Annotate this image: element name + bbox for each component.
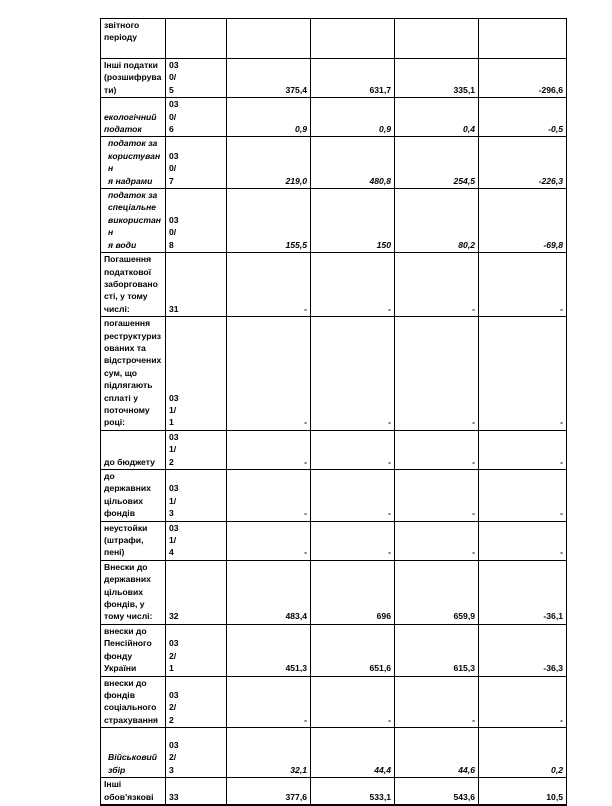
value-cell-1: - [227,521,311,560]
value-cell-1: 32,1 [227,728,311,778]
row-label-line: використанн [108,214,161,238]
table-row [101,521,567,560]
value-cell-4: -226,3 [479,137,567,189]
row-code-line: 03 [169,99,179,110]
row-code [166,317,227,431]
row-code [166,137,227,189]
row-code [166,728,227,778]
value-cell-4 [479,19,567,59]
row-label-line: державних [104,483,151,494]
table-row [101,59,567,98]
row-code [166,676,227,728]
value-cell-4: -36,3 [479,624,567,676]
row-label-line: фондів [104,689,135,700]
financial-table [100,18,567,806]
value-cell-3: 615,3 [395,624,479,676]
row-code [166,189,227,253]
row-label-line: Внески до [104,561,148,572]
row-label-line: тому числі: [104,611,153,622]
row-code [166,59,227,98]
row-code-line: 03 [169,739,179,750]
value-cell-4: 10,5 [479,778,567,805]
row-label-line: реструктуриз [104,330,162,341]
row-label-line: фондів, у [104,599,145,610]
row-label-line: пені) [104,547,125,558]
value-cell-2: - [311,676,395,728]
row-label-line: фондів [104,508,135,519]
value-cell-4: -36,1 [479,560,567,624]
row-code-line: 1/ [169,444,177,455]
row-code-line: 03 [169,431,179,442]
row-code-line: 2/ [169,650,177,661]
value-cell-3: 80,2 [395,189,479,253]
row-code [166,521,227,560]
row-code-line: 33 [169,791,179,802]
value-cell-4: -296,6 [479,59,567,98]
row-label [101,317,166,431]
table-row [101,189,567,253]
value-cell-3: 44,6 [395,728,479,778]
row-label-line: заборговано [104,278,158,289]
row-code-line: 2 [169,714,174,725]
value-cell-1: 451,3 [227,624,311,676]
row-code [166,98,227,137]
row-code-line: 7 [169,175,174,186]
row-label-line: році: [104,417,126,428]
row-label [101,253,166,317]
row-code-line: 2 [169,456,174,467]
row-code-line: 03 [169,483,179,494]
row-label [101,98,166,137]
table-row [101,253,567,317]
value-cell-3: - [395,676,479,728]
row-label-line: податок за [108,190,158,201]
row-label-line: спеціальне [108,202,157,213]
row-label-line: я надрами [108,175,153,186]
value-cell-3: 0,4 [395,98,479,137]
row-label-line: погашення [104,318,151,329]
row-code-line: 1/ [169,535,177,546]
row-label-line: державних [104,574,151,585]
row-label-line: цільових [104,586,144,597]
row-code-line: 2/ [169,702,177,713]
row-code [166,560,227,624]
row-label [101,59,166,98]
row-label-line: числі: [104,303,130,314]
row-code-line: 1 [169,417,174,428]
row-code [166,253,227,317]
row-label-line: відстрочених [104,355,162,366]
row-label-line: Інші податки [104,60,158,70]
row-label-line: звітного [104,20,140,30]
row-code-line: 03 [169,689,179,700]
table-row [101,778,567,805]
row-label-line: ти) [104,84,117,95]
row-label-line: фонду [104,650,133,661]
row-label-line: України [104,663,137,674]
row-label [101,430,166,469]
value-cell-1: 0,9 [227,98,311,137]
value-cell-4: -0,5 [479,98,567,137]
value-cell-1 [227,19,311,59]
value-cell-3: - [395,521,479,560]
value-cell-3: 543,6 [395,778,479,805]
table-row [101,470,567,522]
value-cell-2: 631,7 [311,59,395,98]
value-cell-4: - [479,430,567,469]
value-cell-1: - [227,470,311,522]
row-label-line: сум, що [104,367,137,378]
value-cell-1: - [227,317,311,431]
row-label [101,560,166,624]
row-code-line: 4 [169,547,174,558]
value-cell-4: - [479,253,567,317]
row-label-line: підлягають [104,380,153,391]
value-cell-2: - [311,521,395,560]
row-label-line: неустойки [104,522,148,533]
row-code-line: 03 [169,150,179,161]
row-label-line: внески до [104,625,147,636]
value-cell-2: 533,1 [311,778,395,805]
row-label-line: (штрафи, [104,535,144,546]
value-cell-1: - [227,676,311,728]
value-cell-3: 254,5 [395,137,479,189]
table-row [101,728,567,778]
row-label-line: користуванн [108,150,161,174]
row-code-line: 5 [169,84,174,95]
row-label-line: Інші [104,779,122,790]
value-cell-2: - [311,317,395,431]
value-cell-1: 483,4 [227,560,311,624]
row-label-line: Погашення [104,254,152,265]
row-code-line: 1 [169,663,174,674]
value-cell-4: - [479,521,567,560]
row-code-line: 03 [169,522,179,533]
row-code-line: 03 [169,392,179,403]
row-code-line: 0/ [169,163,177,174]
row-code-line: 0/ [169,72,177,83]
row-label-line: внески до [104,677,147,688]
row-label [101,676,166,728]
value-cell-3: - [395,317,479,431]
value-cell-1: - [227,430,311,469]
row-code [166,430,227,469]
table-row [101,560,567,624]
row-label-line: податок за [108,138,158,149]
row-code-line: 32 [169,611,179,622]
value-cell-1: 155,5 [227,189,311,253]
row-label-line: сплаті у [104,392,138,403]
row-code [166,19,227,59]
row-code-line: 3 [169,508,174,519]
table-row [101,19,567,59]
row-label [101,521,166,560]
value-cell-4: -69,8 [479,189,567,253]
row-label-line: соціального [104,702,157,713]
table-row [101,98,567,137]
row-label [101,189,166,253]
row-code-line: 03 [169,60,179,70]
row-label-line: страхування [104,714,159,725]
row-code-line: 0/ [169,111,177,122]
row-label-line: до бюджету [104,456,155,467]
row-code-line: 1/ [169,404,177,415]
row-label [101,624,166,676]
row-label-line: обов'язкові [104,791,154,802]
value-cell-2: 696 [311,560,395,624]
row-label-line: я води [108,239,137,250]
value-cell-2 [311,19,395,59]
row-code-line: 03 [169,214,179,225]
value-cell-3: 335,1 [395,59,479,98]
value-cell-1: - [227,253,311,317]
value-cell-1: 219,0 [227,137,311,189]
value-cell-1: 377,6 [227,778,311,805]
value-cell-4: 0,2 [479,728,567,778]
table-row [101,317,567,431]
table-row [101,676,567,728]
row-label-line: податкової [104,266,152,277]
row-code [166,624,227,676]
value-cell-2: - [311,470,395,522]
row-label-line: до [104,471,115,481]
row-label-line: поточному [104,404,150,415]
value-cell-2: - [311,430,395,469]
value-cell-3: - [395,430,479,469]
value-cell-2: 480,8 [311,137,395,189]
value-cell-3: 659,9 [395,560,479,624]
row-code-line: 2/ [169,752,177,763]
row-code-line: 1/ [169,495,177,506]
row-label-line: Пенсійного [104,638,152,649]
value-cell-2: 44,4 [311,728,395,778]
value-cell-1: 375,4 [227,59,311,98]
table-row [101,137,567,189]
row-code [166,470,227,522]
row-label-line: Військовий [108,752,158,763]
table-row [101,430,567,469]
row-label-line: сті, у тому [104,291,148,302]
row-label [101,778,166,805]
row-label-line: періоду [104,32,138,43]
value-cell-3: - [395,470,479,522]
value-cell-3 [395,19,479,59]
row-code [166,778,227,805]
row-label-line: екологічний [104,111,157,122]
row-label-line: цільових [104,495,144,506]
row-label-line: збір [108,764,126,775]
value-cell-2: 0,9 [311,98,395,137]
row-label-line: (розшифрува [104,72,162,83]
row-label [101,470,166,522]
value-cell-2: 150 [311,189,395,253]
row-label [101,19,166,59]
row-code-line: 8 [169,239,174,250]
row-label-line: податок [104,124,142,135]
row-label [101,728,166,778]
value-cell-4: - [479,470,567,522]
value-cell-2: - [311,253,395,317]
table-row [101,624,567,676]
value-cell-3: - [395,253,479,317]
row-code-line: 0/ [169,227,177,238]
row-code-line: 6 [169,124,174,135]
value-cell-2: 651,6 [311,624,395,676]
value-cell-4: - [479,676,567,728]
row-code-line: 3 [169,764,174,775]
row-label-line: ованих та [104,342,146,353]
row-label [101,137,166,189]
row-code-line: 03 [169,638,179,649]
row-code-line: 31 [169,303,179,314]
value-cell-4: - [479,317,567,431]
